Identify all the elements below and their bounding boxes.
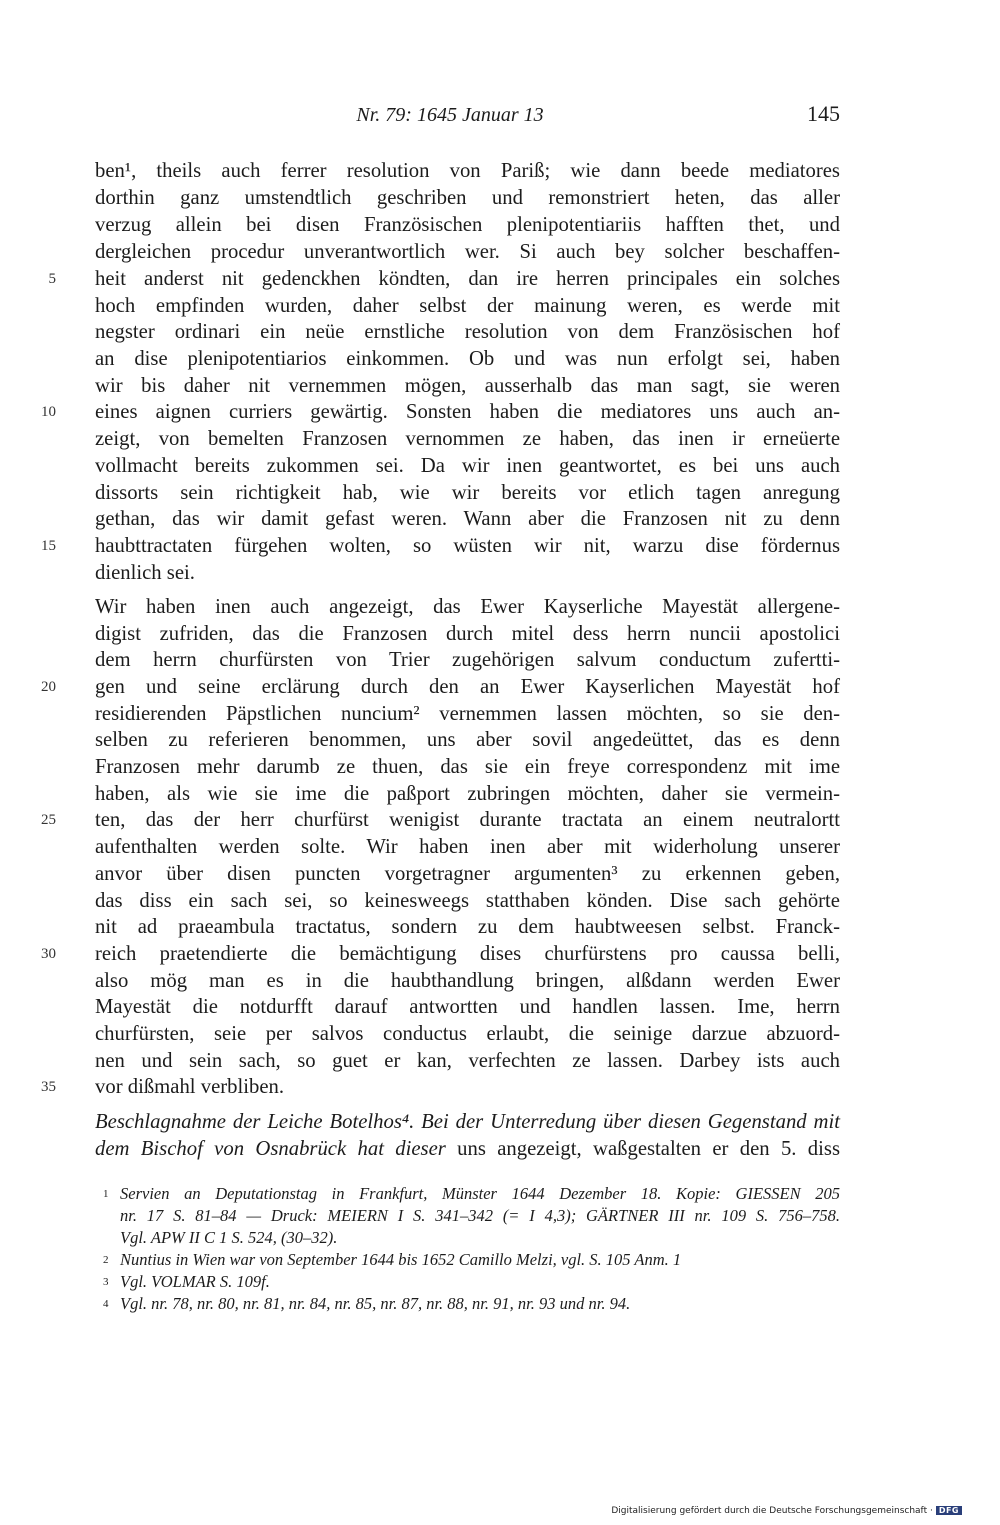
page-number: 145	[807, 101, 840, 126]
text-line: zeigt, von bemelten Franzosen vernommen ze haben, das inen ir erneüerte	[95, 428, 840, 450]
text-line: gen und seine erclärung durch den an Ewer Kayserlichen Mayestät hof	[95, 676, 840, 698]
text-line: haben, als wie sie ime die paßport zubringen möchten, daher sie vermein-	[95, 783, 840, 805]
footnote-line: nr. 17 S. 81–84 — Druck: MEIERN I S. 341–342 (= I 4,3); GÄRTNER III nr. 109 S. 756–758.	[120, 1206, 840, 1225]
text-line	[95, 1136, 840, 1162]
footnote-line: Vgl. VOLMAR S. 109f.	[120, 1272, 270, 1291]
text-line: heit anderst nit gedenckhen köndten, dan ire herren principales ein solches	[95, 268, 840, 290]
text-line: vollmacht bereits zukommen sei. Da wir inen geantwortet, es bei uns auch	[95, 455, 840, 477]
running-title: Nr. 79: 1645 Januar 13	[356, 104, 544, 126]
line-number: 5	[48, 271, 56, 287]
text-line: anvor über disen puncten vorgetragner argumenten³ zu erkennen geben,	[95, 863, 840, 885]
text-line: negster ordinari ein neüe ernstliche resolution von dem Französischen hof	[95, 321, 840, 343]
text-line: churfürsten, seie per salvos conductus erlaubt, die seinige darzue abzuord-	[95, 1023, 840, 1045]
text-line: wir bis daher nit vernemmen mögen, ausserhalb das man sagt, sie weren	[95, 375, 840, 397]
text-line: dienlich sei.	[95, 562, 195, 584]
text-line: selben zu referieren benommen, uns aber sovil angedeüttet, das es denn	[95, 729, 840, 751]
footnote-line: Vgl. nr. 78, nr. 80, nr. 81, nr. 84, nr. 85, nr. 87, nr. 88, nr. 91, nr. 93 und nr. 94.	[120, 1294, 631, 1313]
text-line: an dise plenipotentiarios einkommen. Ob und was nun erfolgt sei, haben	[95, 348, 840, 370]
footnote-mark: 3	[103, 1276, 109, 1288]
text-line: residierenden Päpstlichen nuncium² vernemmen lassen möchten, so sie den-	[95, 703, 840, 725]
text-line: reich praetendierte die bemächtigung dises churfürstens pro caussa belli,	[95, 943, 840, 965]
text-line: dergleichen procedur unverantwortlich wer. Si auch bey solcher beschaffen-	[95, 241, 840, 263]
footnote-mark: 4	[103, 1298, 109, 1310]
line-number: 30	[41, 946, 56, 962]
text-line: also mög man es in die haubthandlung bringen, alßdann werden Ewer	[95, 970, 840, 992]
text-line: Wir haben inen auch angezeigt, das Ewer Kayserliche Mayestät allergene-	[95, 596, 840, 618]
line-number: 25	[41, 812, 56, 828]
heading-line: Beschlagnahme der Leiche Botelhos⁴. Bei der Unterredung über diesen Gegenstand mit	[95, 1111, 840, 1133]
line-number: 15	[41, 538, 56, 554]
text-line: dissorts sein richtigkeit hab, wie wir bereits vor etlich tagen anregung	[95, 482, 840, 504]
text-line: dorthin ganz umstendtlich geschriben und remonstriert heten, das aller	[95, 187, 840, 209]
text-line: nen und sein sach, so guet er kan, verfechten ze lassen. Darbey ists auch	[95, 1050, 840, 1072]
text-line: hoch empfinden wurden, daher selbst der mainung weren, es werde mit	[95, 295, 840, 317]
text-line: das diss ein sach sei, so keinesweegs statthaben könden. Dise sach gehörte	[95, 890, 840, 912]
footnote-line: Vgl. APW II C 1 S. 524, (30–32).	[120, 1228, 338, 1247]
footnote-mark: 1	[103, 1188, 109, 1200]
heading-italic-part: dem Bischof von Osnabrück hat dieser	[95, 1138, 446, 1160]
text-line: Franzosen mehr darumb ze thuen, das sie ein freye correspondenz mit ime	[95, 756, 840, 778]
text-line: haubttractaten fürgehen wolten, so wüsten wir nit, warzu dise fördernus	[95, 535, 840, 557]
text-line: ben¹, theils auch ferrer resolution von Pariß; wie dann beede mediatores	[95, 160, 840, 182]
footnote-line: Servien an Deputationstag in Frankfurt, Münster 1644 Dezember 18. Kopie: GIESSEN 205	[120, 1184, 840, 1203]
text-line: aufenthalten werden solte. Wir haben inen aber mit widerholung unserer	[95, 836, 840, 858]
digitization-credit	[611, 1506, 962, 1516]
text-line: vor dißmahl verbliben.	[95, 1076, 285, 1098]
text-line: digist zufriden, das die Franzosen durch mitel dess herrn nuncii apostolici	[95, 623, 840, 645]
text-line: nit ad praeambula tractatus, sondern zu dem haubtweesen selbst. Franck-	[95, 916, 840, 938]
text-line: Mayestät die notdurfft darauf antwortten und handlen lassen. Ime, herrn	[95, 996, 840, 1018]
text-line: ten, das der herr churfürst wenigist durante tractata an einem neutralortt	[95, 809, 840, 831]
line-number: 35	[41, 1079, 56, 1095]
dfg-logo: DFG	[936, 1506, 962, 1515]
text-line: eines aignen curriers gewärtig. Sonsten haben die mediatores uns auch an-	[95, 401, 840, 423]
text-line: gethan, das wir damit gefast weren. Wann aber die Franzosen nit zu denn	[95, 508, 840, 530]
text-line: dem herrn churfürsten von Trier zugehörigen salvum conductum zufertti-	[95, 649, 840, 671]
footnote-line: Nuntius in Wien war von September 1644 bis 1652 Camillo Melzi, vgl. S. 105 Anm. 1	[120, 1250, 682, 1269]
line-number: 20	[41, 679, 56, 695]
credit-text: Digitalisierung gefördert durch die Deutsche Forschungsgemeinschaft ·	[611, 1506, 933, 1516]
line-number: 10	[41, 404, 56, 420]
text-roman-part: uns angezeigt, waßgestalten er den 5. diss	[445, 1138, 840, 1160]
footnote-mark: 2	[103, 1254, 109, 1266]
text-line: verzug allein bei disen Französischen plenipotentiariis hafften thet, und	[95, 214, 840, 236]
